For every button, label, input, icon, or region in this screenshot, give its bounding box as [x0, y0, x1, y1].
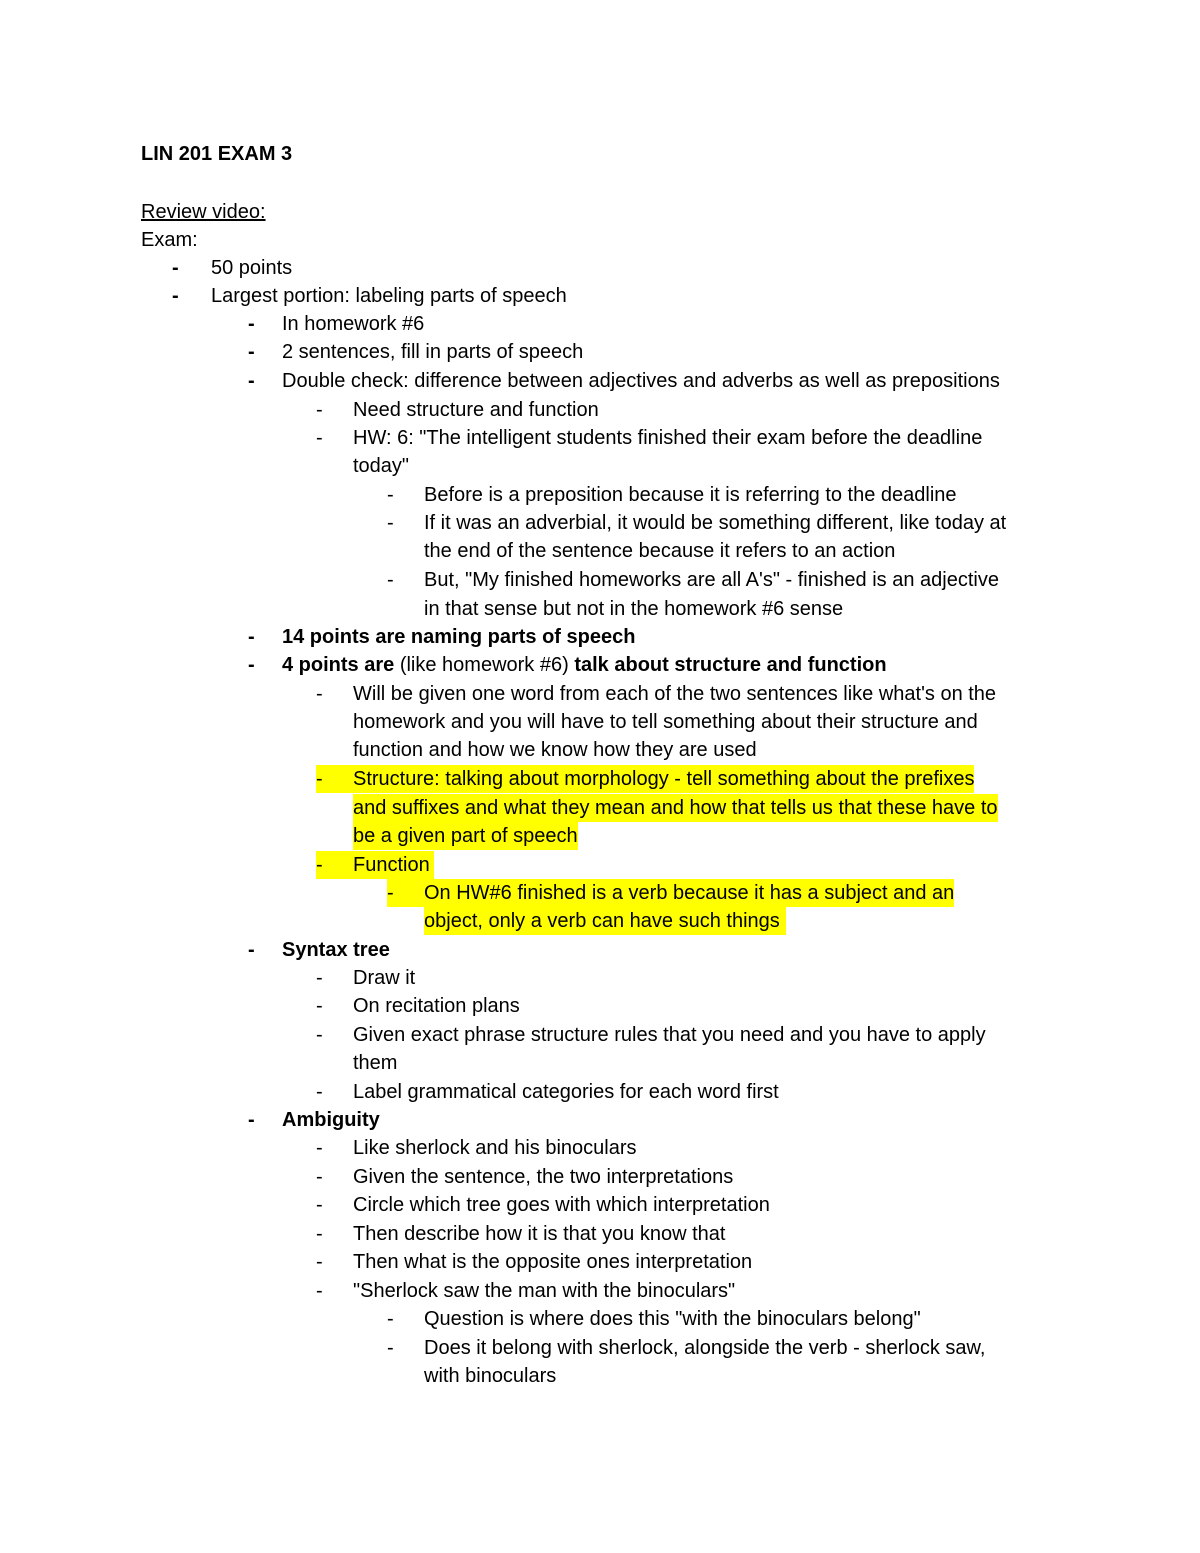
bullet-marker: - — [387, 569, 394, 591]
list-item-adverbial: If it was an adverbial, it would be something different, like today at — [424, 512, 1007, 534]
list-item-does-belong: Does it belong with sherlock, alongside the verb - sherlock saw, — [424, 1337, 986, 1359]
bullet-marker: - — [387, 1337, 394, 1359]
bullet-marker: - — [316, 683, 323, 705]
list-item-fourteen-points: 14 points are naming parts of speech — [282, 626, 636, 648]
bullet-marker: - — [316, 1137, 323, 1159]
list-item-ambiguity: Ambiguity — [282, 1109, 380, 1131]
list-item-function: Function — [353, 851, 434, 879]
list-item-structure: Structure: talking about morphology - tell something about the prefixes — [353, 765, 974, 793]
bullet-marker: - — [387, 484, 394, 506]
bullet-marker: - — [248, 654, 255, 676]
list-item-given-exact: Given exact phrase structure rules that you need and you have to apply — [353, 1024, 986, 1046]
list-item-hw6-quote-cont: today" — [353, 455, 410, 477]
bullet-marker: - — [316, 1223, 323, 1245]
bullet-marker: - — [387, 512, 394, 534]
four-points-bold: 4 points are — [282, 654, 395, 676]
list-item-given-word-cont: homework and you will have to tell something about their structure and — [353, 711, 978, 733]
bullet-marker: - — [387, 879, 424, 907]
list-item-four-points — [282, 651, 887, 679]
bullet-marker: - — [316, 1251, 323, 1273]
list-item-describe: Then describe how it is that you know that — [353, 1223, 726, 1245]
bullet-marker: - — [316, 851, 353, 879]
bullet-marker: - — [316, 765, 353, 793]
bullet-marker: - — [248, 626, 255, 648]
list-item-hw6-verb: On HW#6 finished is a verb because it has a subject and an — [424, 879, 954, 907]
document-title: LIN 201 EXAM 3 — [141, 143, 293, 165]
list-item-points: 50 points — [211, 257, 293, 279]
bullet-marker: - — [316, 427, 323, 449]
list-item-given-exact-cont: them — [353, 1052, 398, 1074]
list-item-question-where: Question is where does this "with the binoculars belong" — [424, 1308, 921, 1330]
list-item-structure-cont: and suffixes and what they mean and how that tells us that these have to — [353, 794, 998, 822]
list-item-two-interp: Given the sentence, the two interpretations — [353, 1166, 734, 1188]
bullet-marker: - — [387, 1308, 394, 1330]
list-item-label-cat: Label grammatical categories for each word first — [353, 1081, 779, 1103]
list-item-circle-tree: Circle which tree goes with which interpretation — [353, 1194, 770, 1216]
bullet-marker: - — [316, 1280, 323, 1302]
list-item-given-word: Will be given one word from each of the two sentences like what's on the — [353, 683, 997, 705]
list-item-before-prep: Before is a preposition because it is referring to the deadline — [424, 484, 957, 506]
list-item-double-check: Double check: difference between adjectives and adverbs as well as prepositions — [282, 370, 1000, 392]
bullet-marker: - — [248, 370, 255, 392]
list-item-recitation: On recitation plans — [353, 995, 520, 1017]
bullet-marker: - — [316, 995, 323, 1017]
list-item-hw6: In homework #6 — [282, 313, 425, 335]
list-item-two-sentences: 2 sentences, fill in parts of speech — [282, 341, 584, 363]
bullet-marker: - — [172, 285, 179, 307]
list-item-syntax-tree: Syntax tree — [282, 939, 390, 961]
bullet-marker: - — [248, 939, 255, 961]
list-item-largest: Largest portion: labeling parts of speech — [211, 285, 567, 307]
review-video-label: Review video: — [141, 201, 266, 223]
bullet-marker: - — [316, 1194, 323, 1216]
bullet-marker: - — [248, 341, 255, 363]
bullet-marker: - — [172, 257, 179, 279]
list-item-sherlock-bin: Like sherlock and his binoculars — [353, 1137, 637, 1159]
bullet-marker: - — [248, 313, 255, 335]
bullet-marker: - — [316, 967, 323, 989]
list-item-does-belong-cont: with binoculars — [424, 1365, 557, 1387]
list-item-need-structure: Need structure and function — [353, 399, 599, 421]
bullet-marker: - — [316, 1166, 323, 1188]
list-item-but: But, "My finished homeworks are all A's" - finished is an adjective — [424, 569, 999, 591]
exam-label: Exam: — [141, 229, 198, 251]
list-item-adverbial-cont: the end of the sentence because it refers to an action — [424, 540, 896, 562]
bullet-marker: - — [248, 1109, 255, 1131]
list-item-structure-cont: be a given part of speech — [353, 822, 578, 850]
list-item-opposite: Then what is the opposite ones interpretation — [353, 1251, 753, 1273]
list-item-sherlock-quote: "Sherlock saw the man with the binoculars" — [353, 1280, 736, 1302]
bullet-marker: - — [316, 1024, 323, 1046]
list-item-given-word-cont: function and how we know how they are used — [353, 739, 757, 761]
list-item-draw-it: Draw it — [353, 967, 416, 989]
list-item-but-cont: in that sense but not in the homework #6 sense — [424, 598, 844, 620]
four-points-bold-tail: talk about structure and function — [574, 654, 887, 676]
list-item-hw6-verb-cont: object, only a verb can have such things — [424, 907, 786, 935]
bullet-marker: - — [316, 1081, 323, 1103]
four-points-paren: (like homework #6) — [394, 654, 575, 676]
bullet-marker: - — [316, 399, 323, 421]
list-item-hw6-quote: HW: 6: "The intelligent students finished their exam before the deadline — [353, 427, 983, 449]
